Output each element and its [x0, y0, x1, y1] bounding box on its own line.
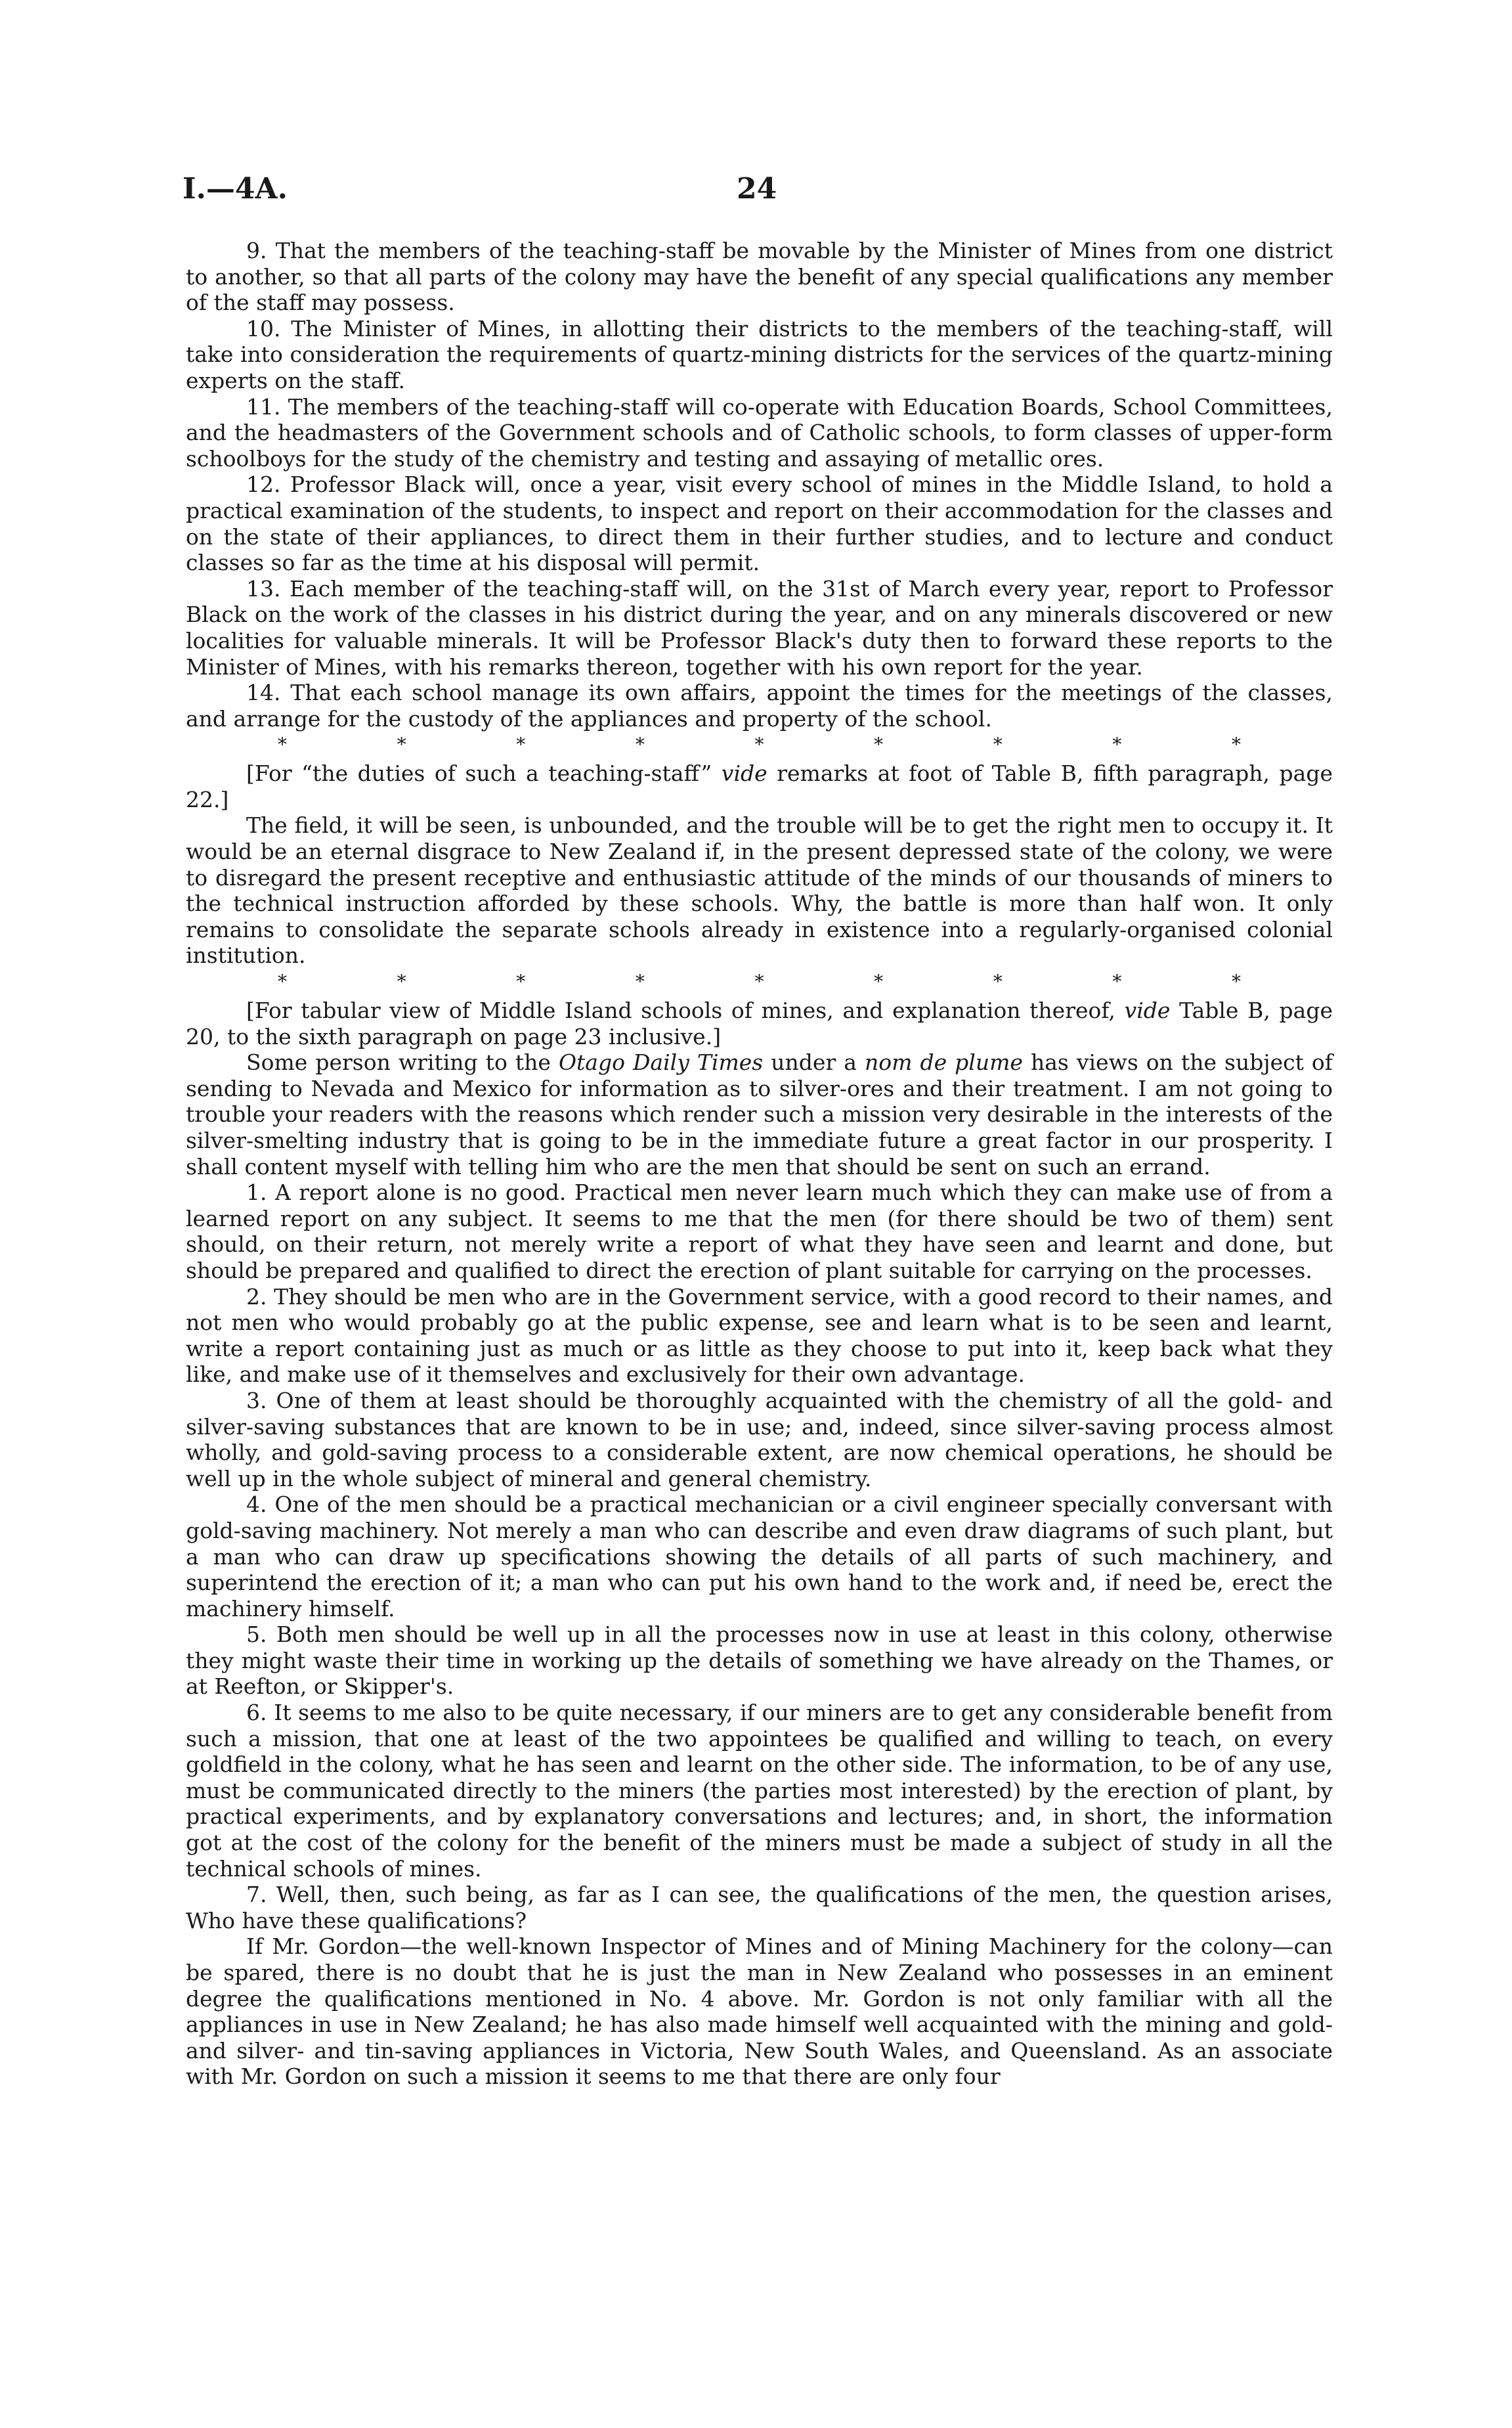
asterisk: *: [1232, 734, 1241, 756]
asterisk: *: [397, 971, 406, 993]
note-text: Table B, page 20, to the sixth paragraph on page 23 inclusive.]: [186, 998, 1333, 1049]
paragraph-text: has views on the subject of sending to Nevada and Mexico for information as to silver-ores and their treatment. I am not going to trouble your readers with the reasons which render such a mission very desirable in the interests of the silver-smelting industry that is going to be in the immediate future a great factor in our prosperity. I shall content myself with telling him who are the men that should be sent on such an errand.: [186, 1049, 1333, 1180]
note-text: [For “the duties of such a teaching-staff”: [246, 761, 722, 787]
asterisk: *: [635, 971, 645, 993]
paragraph: If Mr. Gordon—the well-known Inspector of Mines and of Mining Machinery for the colony—can be spared, there is no doubt that he is just the man in New Zealand who possesses in an eminent degree the qualifications mentioned in No. 4 above. Mr. Gordon is not only familiar with all the appliances in use in New Zealand; he has also made himself well acquainted with the mining and gold- and silver- and tin-saving appliances in Victoria, New South Wales, and Queensland. As an associate with Mr. Gordon on such a mission it seems to me that there are only four: [186, 1933, 1333, 2090]
asterisk: *: [874, 734, 884, 756]
asterisk: *: [993, 971, 1003, 993]
asterisk: *: [993, 734, 1003, 756]
asterisk: *: [874, 971, 884, 993]
asterisk: *: [278, 971, 287, 993]
asterisk: *: [635, 734, 645, 756]
asterisk: *: [1232, 971, 1241, 993]
paragraph-text: under a: [763, 1049, 865, 1076]
paragraph: 4. One of the men should be a practical mechanician or a civil engineer specially conversant with gold-saving machinery. Not merely a man who can describe and even draw diagrams of such plant, but a man who can draw up specifications showing the details of all parts of such machinery, and superintend the erection of it; a man who can put his own hand to the work and, if need be, erect the machinery himself.: [186, 1491, 1333, 1622]
paragraph: 3. One of them at least should be thoroughly acquainted with the chemistry of all the gold- and silver-saving substances that are known to be in use; and, indeed, since silver-saving process almost wholly, and gold-saving process to a considerable extent, are now chemical operations, he should be well up in the whole subject of mineral and general chemistry.: [186, 1387, 1333, 1491]
note-italic: vide: [721, 761, 767, 787]
newspaper-title: Otago Daily Times: [558, 1049, 764, 1076]
paragraph: 12. Professor Black will, once a year, visit every school of mines in the Middle Island, to hold a practical examination of the students, to inspect and report on their accommodation for the classes and on the state of their appliances, to direct them in their further studies, and to lecture and conduct classes so far as the time at his disposal will permit.: [186, 472, 1333, 576]
paragraph: 2. They should be men who are in the Government service, with a good record to their names, and not men who would probably go at the public expense, see and learn what is to be seen and learnt, write a report containing just as much or as little as they choose to put into it, keep back what they like, and make use of it themselves and exclusively for their own advantage.: [186, 1283, 1333, 1388]
asterisk: *: [754, 734, 764, 756]
asterisk: *: [1112, 734, 1122, 756]
paragraph: 13. Each member of the teaching-staff will, on the 31st of March every year, report to Professor Black on the work of the classes in his district during the year, and on any minerals discovered or new localities for valuable minerals. It will be Professor Black's duty then to forward these reports to the Minister of Mines, with his remarks thereon, together with his own report for the year.: [186, 575, 1333, 680]
asterisk: *: [397, 734, 406, 756]
note-text: [For tabular view of Middle Island schools of mines, and explanation thereof,: [246, 998, 1125, 1024]
paragraph: 9. That the members of the teaching-staff be movable by the Minister of Mines from one district to another, so that all parts of the colony may have the benefit of any special qualifications any member of the staff may possess.: [186, 238, 1333, 316]
paragraph: The field, it will be seen, is unbounded, and the trouble will be to get the right men to occupy it. It would be an eternal disgrace to New Zealand if, in the present depressed state of the colony, we were to disregard the present receptive and enthusiastic attitude of the minds of our thousands of miners to the technical instruction afforded by these schools. Why, the battle is more than half won. It only remains to consolidate the separate schools already in existence into a regularly-organised colonial institution.: [186, 812, 1333, 969]
asterisk-separator: [186, 970, 1333, 994]
paragraph-text: Some person writing to the: [246, 1049, 559, 1076]
asterisk-separator: [186, 733, 1333, 757]
document-reference: I.—4A.: [183, 172, 288, 206]
editorial-note: [186, 998, 1333, 1049]
paragraph: 7. Well, then, such being, as far as I can see, the qualifications of the men, the question arises, Who have these qualifications?: [186, 1882, 1333, 1933]
asterisk: *: [754, 971, 764, 993]
note-italic: vide: [1124, 998, 1171, 1024]
paragraph: [186, 1049, 1333, 1180]
paragraph: 14. That each school manage its own affairs, appoint the times for the meetings of the classes, and arrange for the custody of the appliances and property of the school.: [186, 680, 1333, 732]
asterisk: *: [516, 971, 526, 993]
asterisk: *: [516, 734, 526, 756]
document-body: [186, 238, 1333, 2090]
asterisk: *: [1112, 971, 1122, 993]
paragraph: 11. The members of the teaching-staff will co-operate with Education Boards, School Committees, and the headmasters of the Government schools and of Catholic schools, to form classes of upper-form schoolboys for the study of the chemistry and testing and assaying of metallic ores.: [186, 393, 1333, 472]
page-number: 24: [737, 172, 777, 206]
italic-phrase: nom de plume: [864, 1049, 1023, 1076]
asterisk: *: [278, 734, 287, 756]
editorial-note: [186, 761, 1333, 812]
paragraph: 6. It seems to me also to be quite necessary, if our miners are to get any considerable benefit from such a mission, that one at least of the two appointees be qualified and willing to teach, on every goldfield in the colony, what he has seen and learnt on the other side. The information, to be of any use, must be communicated directly to the miners (the parties most interested) by the erection of plant, by practical experiments, and by explanatory conversations and lectures; and, in short, the information got at the cost of the colony for the benefit of the miners must be made a subject of study in all the technical schools of mines.: [186, 1700, 1333, 1882]
paragraph: 1. A report alone is no good. Practical men never learn much which they can make use of from a learned report on any subject. It seems to me that the men (for there should be two of them) sent should, on their return, not merely write a report of what they have seen and learnt and done, but should be prepared and qualified to direct the erection of plant suitable for carrying on the processes.: [186, 1180, 1333, 1283]
note-text: remarks at foot of Table B, fifth paragraph, page 22.]: [186, 761, 1333, 812]
paragraph: 5. Both men should be well up in all the processes now in use at least in this colony, otherwise they might waste their time in working up the details of something we have already on the Thames, or at Reefton, or Skipper's.: [186, 1622, 1333, 1700]
paragraph: 10. The Minister of Mines, in allotting their districts to the members of the teaching-staff, will take into consideration the requirements of quartz-mining districts for the services of the quartz-mining experts on the staff.: [186, 315, 1333, 393]
